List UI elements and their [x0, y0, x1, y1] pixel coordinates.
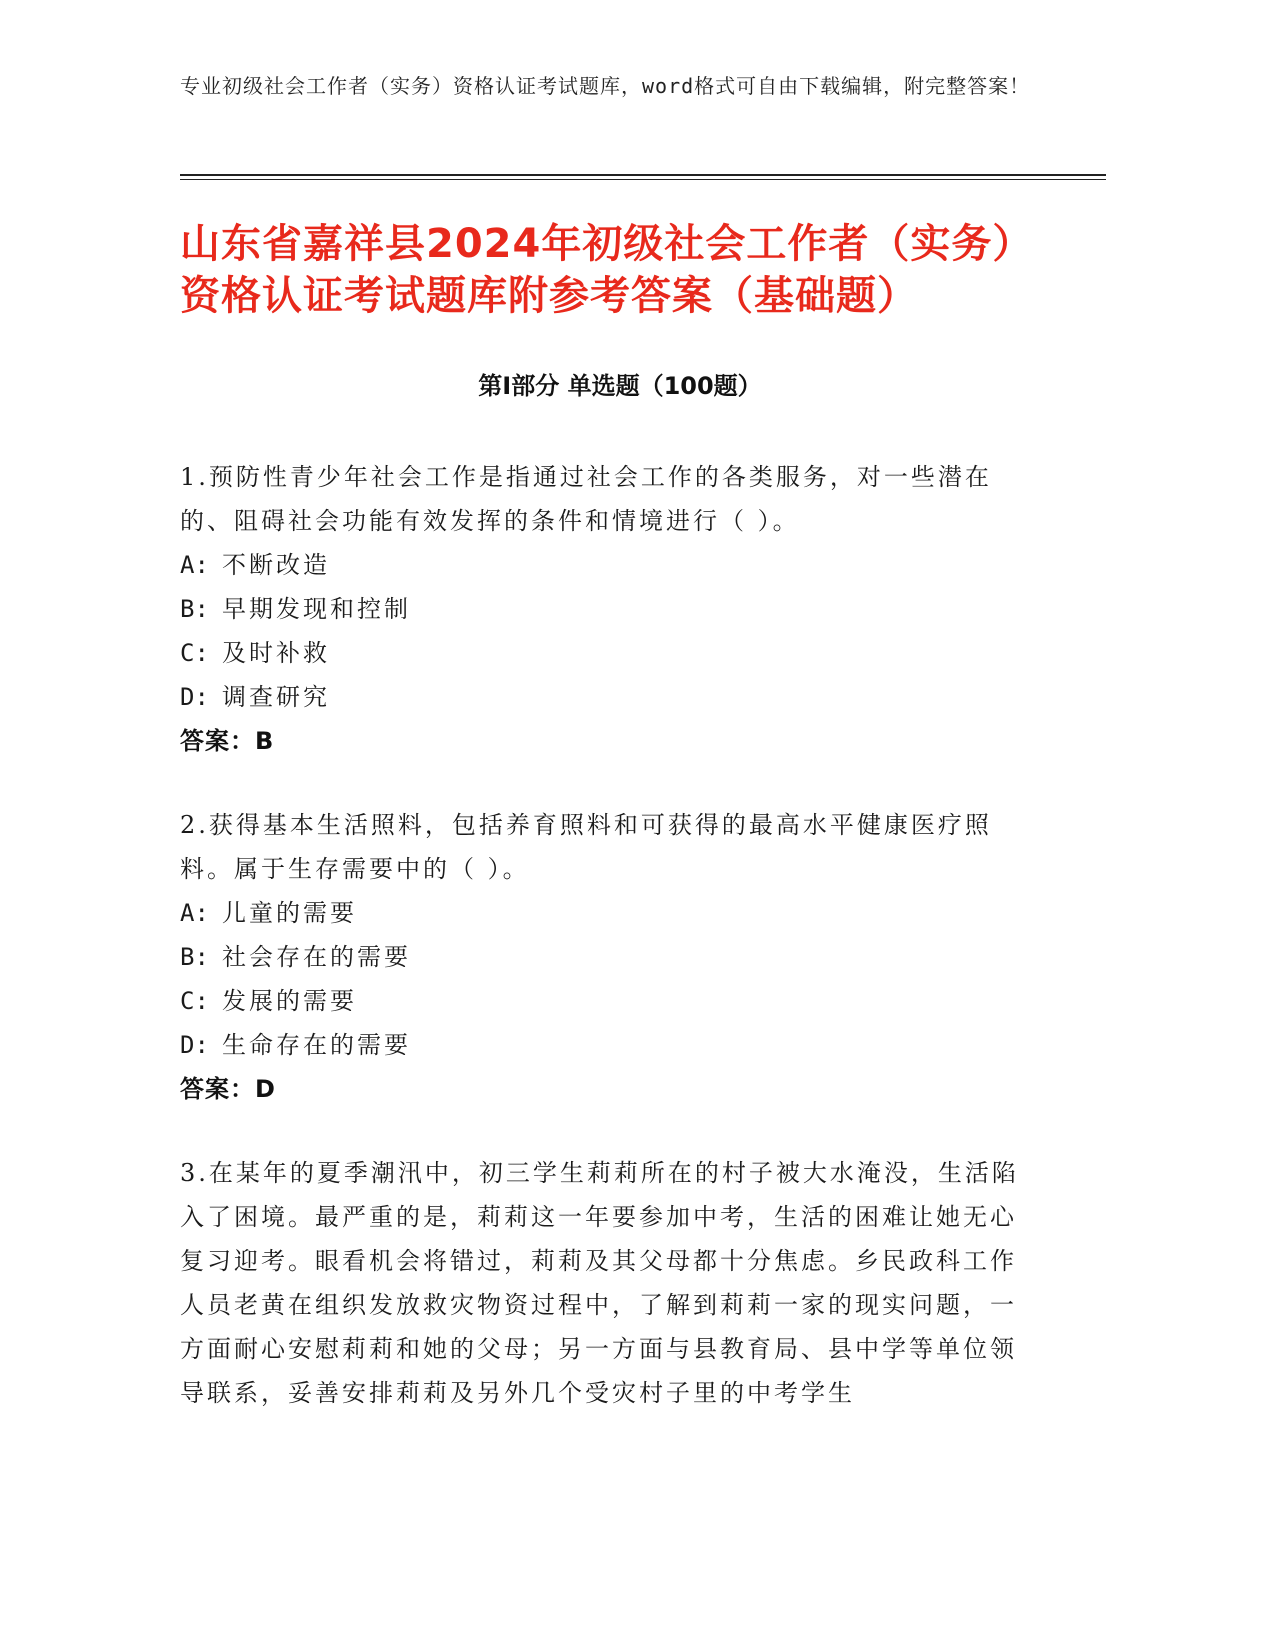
option-key: A: [180, 899, 209, 927]
option-a [180, 543, 1020, 587]
option-b [180, 587, 1020, 631]
option-text: 不断改造 [222, 551, 330, 579]
header-rule-thin [180, 179, 1106, 180]
option-text: 及时补救 [222, 639, 330, 667]
option-b [180, 935, 1020, 979]
option-text: 发展的需要 [222, 987, 357, 1015]
option-c [180, 979, 1020, 1023]
option-text: 儿童的需要 [222, 899, 357, 927]
question-text: 1.预防性青少年社会工作是指通过社会工作的各类服务，对一些潜在的、阻碍社会功能有效发挥的条件和情境进行（ ）。 [180, 463, 992, 535]
header-rule-thick [180, 174, 1106, 176]
option-text: 调查研究 [222, 683, 330, 711]
option-d [180, 675, 1020, 719]
option-key: C: [180, 987, 209, 1015]
question-3 [180, 1151, 1020, 1415]
option-key: B: [180, 595, 209, 623]
option-key: A: [180, 551, 209, 579]
question-text: 2.获得基本生活照料，包括养育照料和可获得的最高水平健康医疗照料。属于生存需要中的（ ）。 [180, 811, 992, 883]
section-heading: 第I部分 单选题（100题） [478, 372, 762, 400]
option-key: D: [180, 683, 209, 711]
answer-line: 答案：D [180, 1075, 276, 1103]
question-2 [180, 803, 1020, 1111]
option-text: 生命存在的需要 [222, 1031, 411, 1059]
answer-line: 答案：B [180, 727, 275, 755]
document-title: 山东省嘉祥县2024年初级社会工作者（实务）资格认证考试题库附参考答案（基础题） [180, 221, 1034, 319]
option-key: D: [180, 1031, 209, 1059]
option-d [180, 1023, 1020, 1067]
option-c [180, 631, 1020, 675]
option-a [180, 891, 1020, 935]
question-text: 3.在某年的夏季潮汛中，初三学生莉莉所在的村子被大水淹没，生活陷入了困境。最严重的是，莉莉这一年要参加中考，生活的困难让她无心复习迎考。眼看机会将错过，莉莉及其父母都十分焦虑。乡民政科工作人员老黄在组织发放救灾物资过程中，了解到莉莉一家的现实问题，一方面耐心安慰莉莉和她的父母；另一方面与县教育局、县中学等单位领导联系，妥善安排莉莉及另外几个受灾村子里的中考学生 [180, 1159, 1019, 1407]
question-list [180, 455, 1020, 1455]
question-1 [180, 455, 1020, 763]
option-text: 社会存在的需要 [222, 943, 411, 971]
header-note: 专业初级社会工作者（实务）资格认证考试题库，word格式可自由下载编辑，附完整答案！ [180, 74, 1031, 98]
option-key: B: [180, 943, 209, 971]
option-key: C: [180, 639, 209, 667]
option-text: 早期发现和控制 [222, 595, 411, 623]
